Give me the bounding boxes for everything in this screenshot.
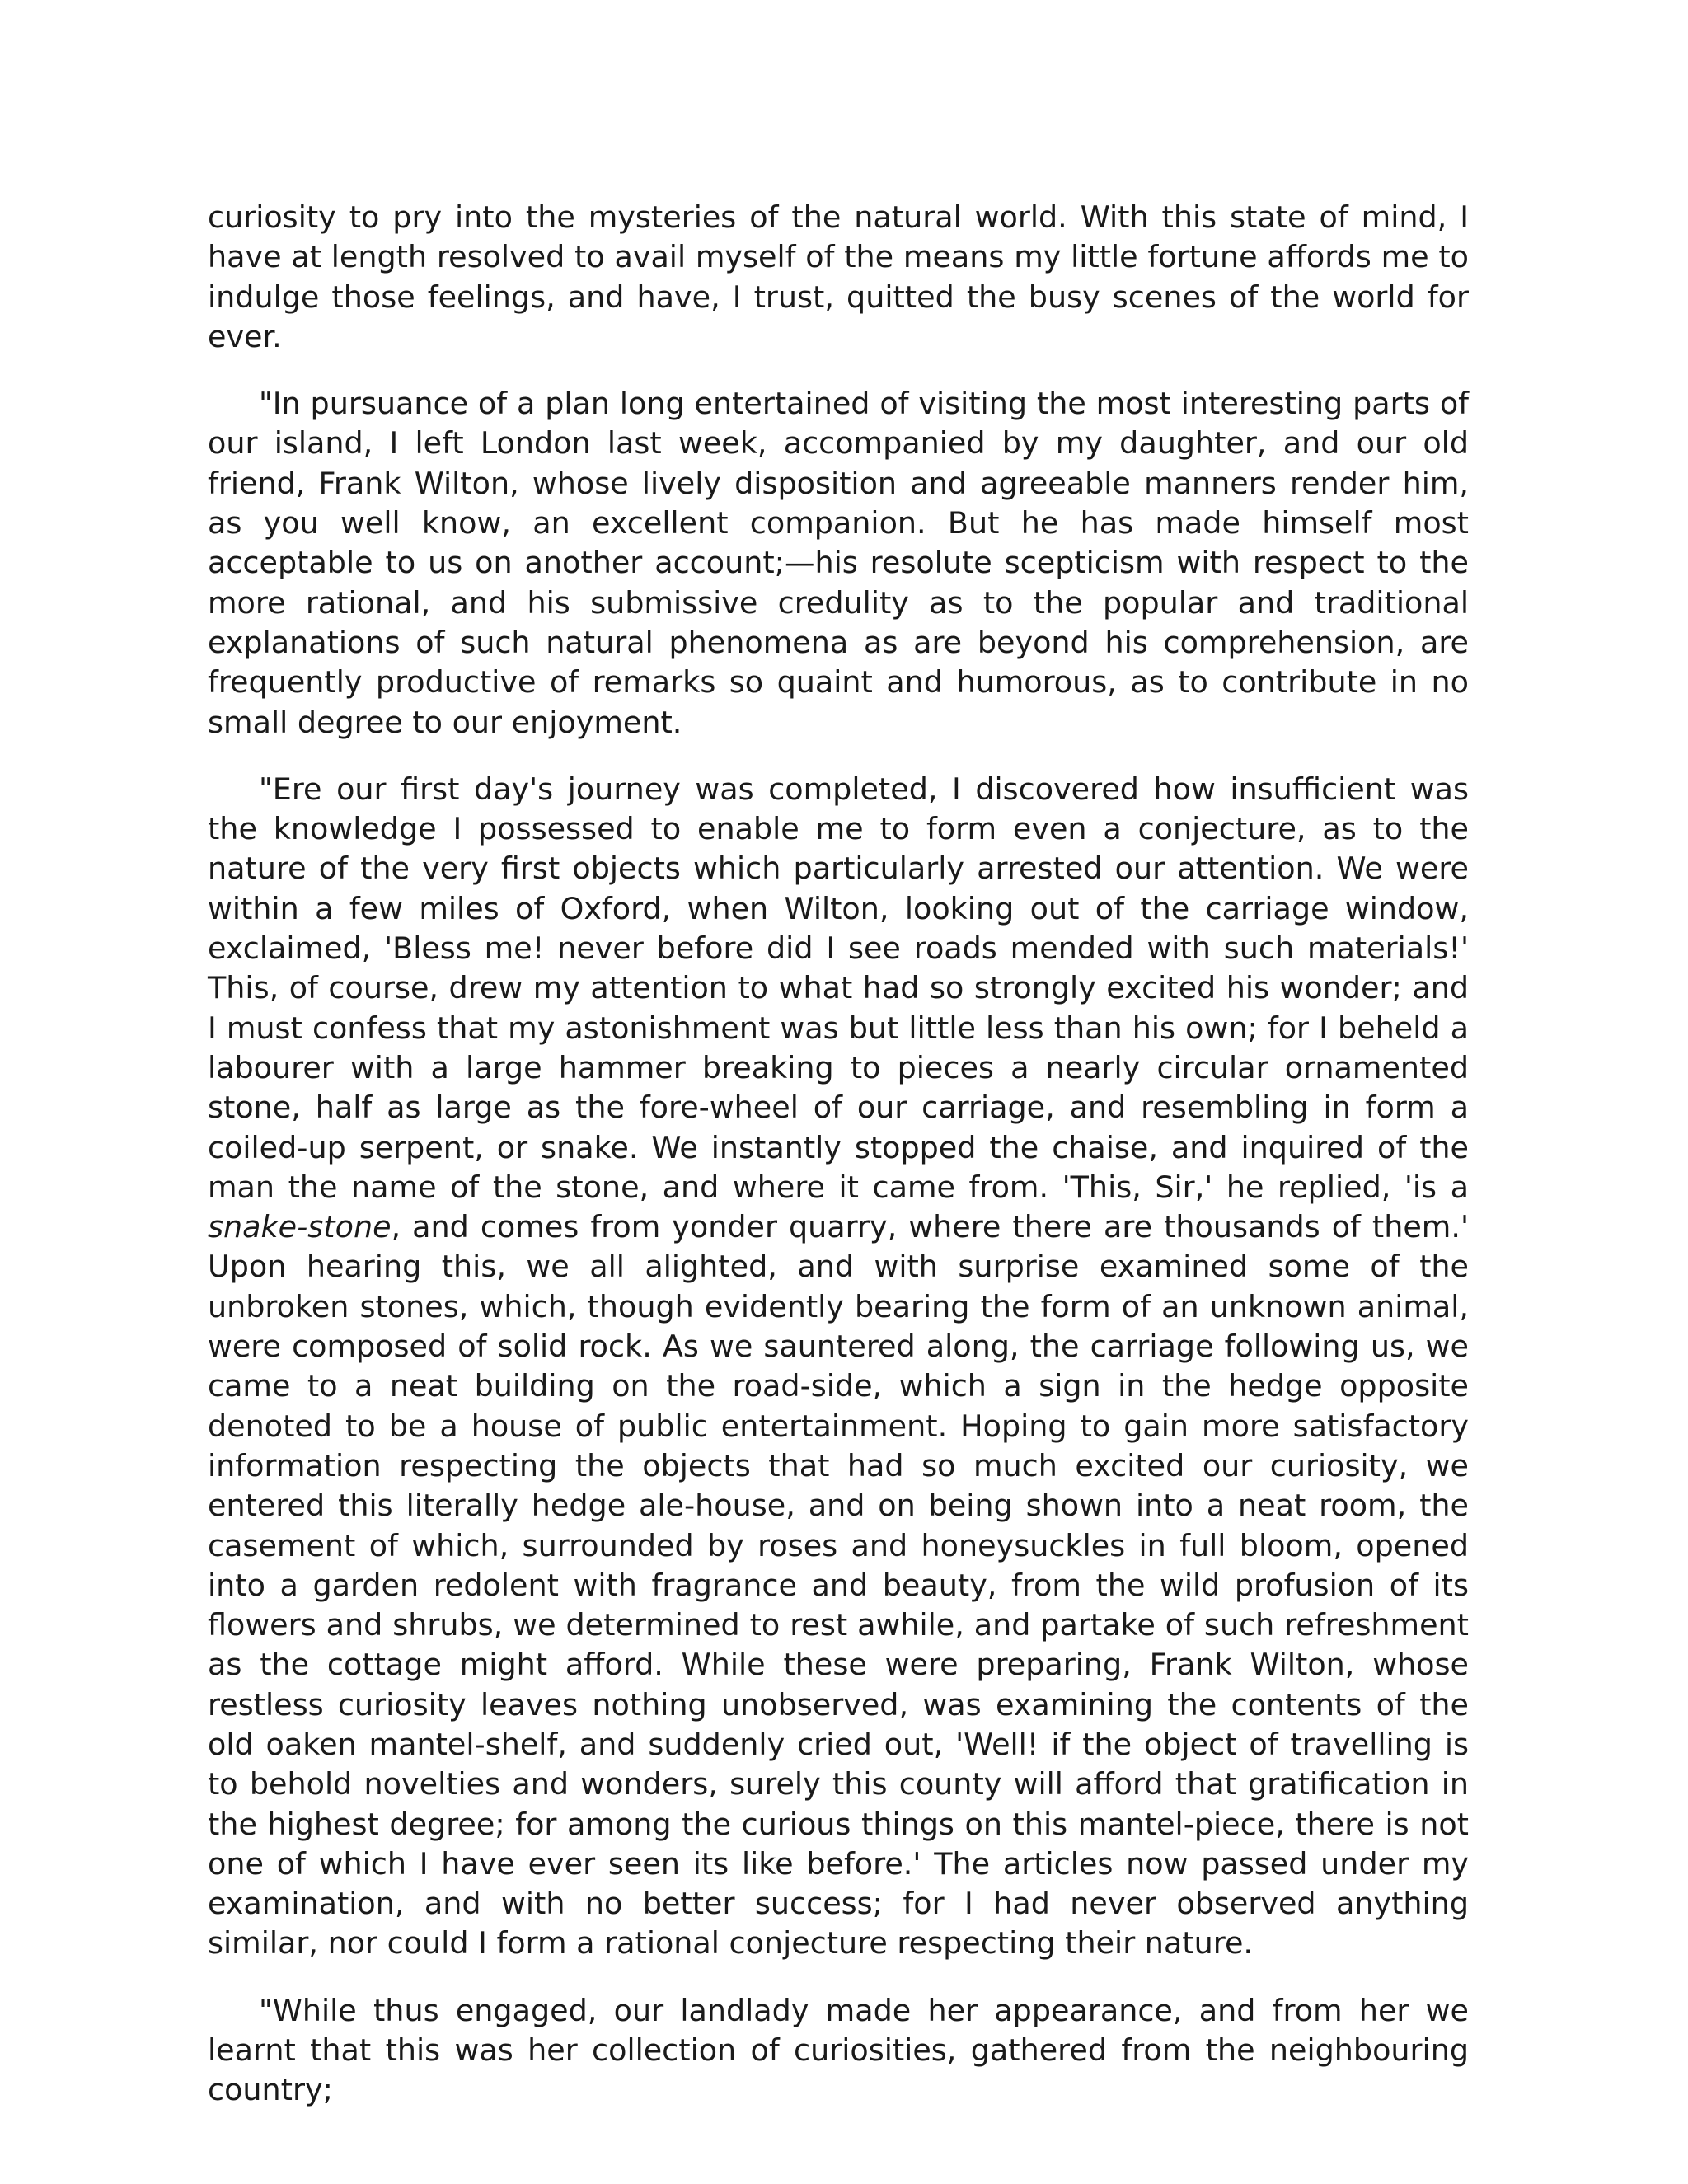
paragraph-3-emphasis: snake-stone xyxy=(208,1209,392,1245)
document-page xyxy=(208,198,1469,2111)
paragraph-1: curiosity to pry into the mysteries of the natural world. With this state of mind, I have at length resolved to avail myself of the means my little fortune affords me to indulge those feelings, and have, I trust, quitted the busy scenes of the world for ever. xyxy=(208,199,1469,354)
paragraph-3-text-a: "Ere our first day's journey was completed, I discovered how insufficient was the knowledge I possessed to enable me to form even a conjecture, as to the nature of the very first objects which particularly arrested our attention. We were within a few miles of Oxford, when Wilton, looking out of the carriage window, exclaimed, 'Bless me! never before did I see roads mended with such materials!' This, of course, drew my attention to what had so strongly excited his wonder; and I must confess that my astonishment was but little less than his own; for I beheld a labourer with a large hammer breaking to pieces a nearly circular ornamented stone, half as large as the fore-wheel of our carriage, and resembling in form a coiled-up serpent, or snake. We instantly stopped the chaise, and inquired of the man the name of the stone, and where it came from. 'This, Sir,' he replied, 'is a xyxy=(208,771,1469,1205)
paragraph-2: "In pursuance of a plan long entertained of visiting the most interesting parts of our island, I left London last week, accompanied by my daughter, and our old friend, Frank Wilton, whose lively disposition and agreeable manners render him, as you well know, an excellent companion. But he has made himself most acceptable to us on another account;—his resolute scepticism with respect to the more rational, and his submissive credulity as to the popular and traditional explanations of such natural phenomena as are beyond his comprehension, are frequently productive of remarks so quaint and humorous, as to contribute in no small degree to our enjoyment. xyxy=(208,386,1469,740)
paragraph-3 xyxy=(208,770,1469,1964)
paragraph-3-text-b: , and comes from yonder quarry, where there are thousands of them.' Upon hearing this, we all alighted, and with surprise examined some of the unbroken stones, which, though evidently bearing the form of an unknown animal, were composed of solid rock. As we sauntered along, the carriage following us, we came to a neat building on the road-side, which a sign in the hedge opposite denoted to be a house of public entertainment. Hoping to gain more satisfactory information respecting the objects that had so much excited our curiosity, we entered this literally hedge ale-house, and on being shown into a neat room, the casement of which, surrounded by roses and honeysuckles in full bloom, opened into a garden redolent with fragrance and beauty, from the wild profusion of its flowers and shrubs, we determined to rest awhile, and partake of such refreshment as the cottage might afford. While these were preparing, Frank Wilton, whose restless curiosity leaves nothing unobserved, was examining the contents of the old oaken mantel-shelf, and suddenly cried out, 'Well! if the object of travelling is to behold novelties and wonders, surely this county will afford that gratification in the highest degree; for among the curious things on this mantel-piece, there is not one of which I have ever seen its like before.' The articles now passed under my examination, and with no better success; for I had never observed anything similar, nor could I form a rational conjecture respecting their nature. xyxy=(208,1209,1469,1961)
paragraph-4: "While thus engaged, our landlady made her appearance, and from her we learnt that this was her collection of curiosities, gathered from the neighbouring country; xyxy=(208,1992,1469,2108)
